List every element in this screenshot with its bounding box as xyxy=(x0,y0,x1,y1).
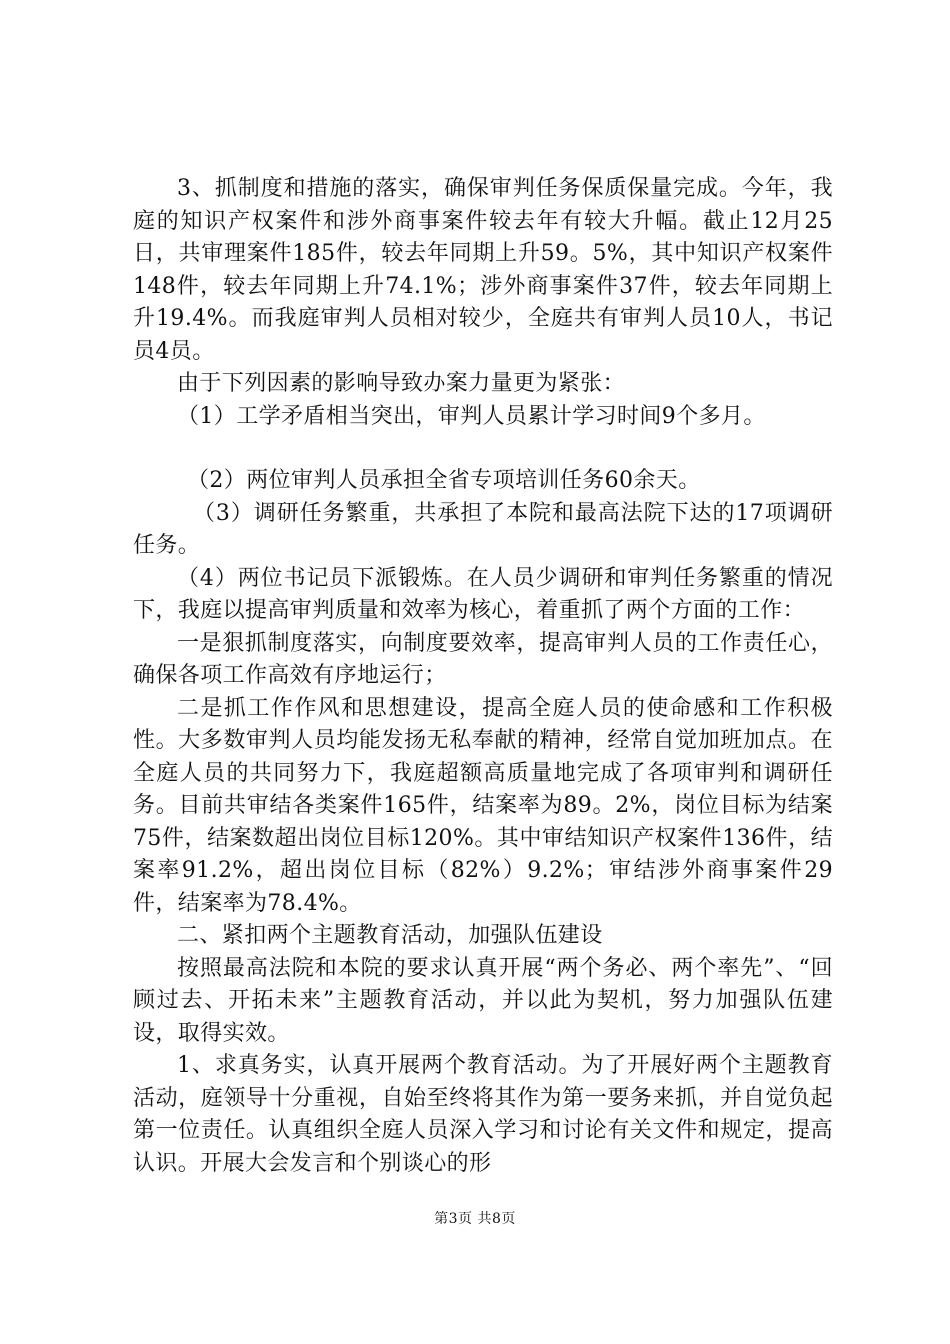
paragraph-factor-1: （1）工学矛盾相当突出，审判人员累计学习时间9个多月。 xyxy=(177,403,766,429)
document-body xyxy=(133,173,833,1180)
paragraph-factor-3: （3）调研任务繁重，共承担了本院和最高法院下达的17项调研任务。 xyxy=(133,500,833,558)
paragraph-factor-2: （2）两位审判人员承担全省专项培训任务60余天。 xyxy=(187,468,701,493)
paragraph-factors-intro: 由于下列因素的影响导致办案力量更为紧张： xyxy=(177,371,626,396)
page-number-footer: 第3页 共8页 xyxy=(434,1211,516,1227)
paragraph-factor-4: （4）两位书记员下派锻炼。在人员少调研和审判任务繁重的情况下，我庭以提高审判质量和效率为核心，着重抓了两个方面的工作： xyxy=(133,565,833,623)
paragraph-education-activities: 按照最高法院和本院的要求认真开展“两个务必、两个率先”、“回顾过去、开拓未来”主题教育活动，并以此为契机，努力加强队伍建设，取得实效。 xyxy=(133,955,833,1046)
paragraph-item-1: 1、求真务实，认真开展两个教育活动。为了开展好两个主题教育活动，庭领导十分重视，自始至终将其作为第一要务来抓，并自觉负起第一位责任。认真组织全庭人员深入学习和讨论有关文件和规定，提高认识。开展大会发言和个别谈心的形 xyxy=(133,1053,833,1176)
paragraph-point-one: 一是狠抓制度落实，向制度要效率，提高审判人员的工作责任心，确保各项工作高效有序地运行； xyxy=(133,630,833,688)
section-heading-two: 二、紧扣两个主题教育活动，加强队伍建设 xyxy=(177,923,603,948)
paragraph-case-statistics: 3、抓制度和措施的落实，确保审判任务保质保量完成。今年，我庭的知识产权案件和涉外商事案件较去年有较大升幅。截止12月25日，共审理案件185件，较去年同期上升59。5%，其中知识产权案件148件，较去年同期上升74.1%；涉外商事案件37件，较去年同期上升19.4%。而我庭审判人员相对较少，全庭共有审判人员10人，书记员4员。 xyxy=(133,176,833,364)
paragraph-point-two: 二是抓工作作风和思想建设，提高全庭人员的使命感和工作积极性。大多数审判人员均能发扬无私奉献的精神，经常自觉加班加点。在全庭人员的共同努力下，我庭超额高质量地完成了各项审判和调研任务。目前共审结各类案件165件，结案率为89。2%，岗位目标为结案75件，结案数超出岗位目标120%。其中审结知识产权案件136件，结案率91.2%，超出岗位目标（82%）9.2%；审结涉外商事案件29件，结案率为78.4%。 xyxy=(133,695,833,916)
